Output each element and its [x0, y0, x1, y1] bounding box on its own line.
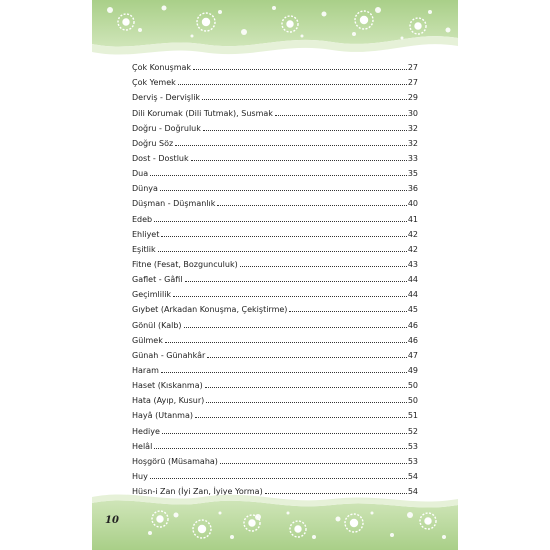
toc-entry-page: 43 [407, 259, 418, 269]
toc-entry-title: Hoşgörü (Müsamaha) [132, 456, 218, 466]
toc-entry-title: Haram [132, 365, 159, 375]
toc-entry [132, 118, 418, 133]
toc-entry-title: Edeb [132, 214, 153, 224]
toc-entry-title: Dost - Dostluk [132, 153, 189, 163]
toc-entry [132, 72, 418, 87]
toc-entry-title: Dua [132, 169, 149, 179]
toc-entry-page: 47 [407, 350, 418, 360]
toc-entry-page: 36 [407, 184, 418, 194]
toc-entry-page: 49 [407, 365, 418, 375]
dot-leader [161, 235, 406, 237]
dot-leader [154, 447, 407, 449]
toc-entry-title: Eşitlik [132, 244, 156, 254]
toc-entry-page: 40 [407, 199, 418, 209]
toc-entry-page: 33 [407, 153, 418, 163]
dot-leader [289, 310, 406, 312]
toc-entry-title: Çok Yemek [132, 78, 176, 88]
dot-leader [207, 356, 407, 358]
dot-leader [162, 432, 407, 434]
toc-entry-page: 50 [407, 396, 418, 406]
toc-entry-page: 51 [407, 411, 418, 421]
toc-entry-page: 27 [407, 78, 418, 88]
toc-entry-title: Gönül (Kalb) [132, 320, 182, 330]
toc-entry-title: Hüsn-i Zan (İyi Zan, İyiye Yorma) [132, 487, 263, 497]
toc-entry-page: 46 [407, 335, 418, 345]
dot-leader [206, 401, 407, 403]
toc-entry [132, 330, 418, 345]
toc-entry [132, 178, 418, 193]
toc-entry [132, 345, 418, 360]
toc-entry-page: 42 [407, 244, 418, 254]
dot-leader [202, 98, 407, 100]
toc-entry-page: 54 [407, 471, 418, 481]
toc-entry [132, 314, 418, 329]
dot-leader [240, 265, 407, 267]
dot-leader [184, 326, 407, 328]
bottom-decorative-band [92, 493, 458, 550]
toc-entry [132, 163, 418, 178]
toc-entry-page: 44 [407, 290, 418, 300]
toc-entry-title: Geçimlilik [132, 290, 172, 300]
toc-entry [132, 451, 418, 466]
book-page [92, 0, 458, 550]
toc-entry [132, 466, 418, 481]
dot-leader [203, 129, 407, 131]
toc-entry-page: 35 [407, 169, 418, 179]
dot-leader [150, 477, 407, 479]
toc-entry-title: Düşman - Düşmanlık [132, 199, 216, 209]
toc-entry-title: Dili Korumak (Dili Tutmak), Susmak [132, 108, 273, 118]
page-number: 10 [105, 515, 119, 526]
toc-entry-title: Gıybet (Arkadan Konuşma, Çekiştirme) [132, 305, 288, 315]
toc-entry-title: Helâl [132, 441, 153, 451]
toc-entry [132, 239, 418, 254]
toc-entry-title: Hayâ (Utanma) [132, 411, 193, 421]
toc-entry [132, 254, 418, 269]
toc-entry-title: Gaflet - Gâfil [132, 275, 183, 285]
toc-entry-page: 44 [407, 275, 418, 285]
toc-entry-page: 29 [407, 93, 418, 103]
toc-entry-title: Hediye [132, 426, 160, 436]
dot-leader [193, 68, 407, 70]
dot-leader [217, 204, 406, 206]
toc-entry-page: 42 [407, 229, 418, 239]
dot-leader [173, 295, 407, 297]
toc-entry [132, 420, 418, 435]
dot-leader [195, 416, 407, 418]
toc-entry-title: Doğru - Doğruluk [132, 123, 201, 133]
toc-entry-page: 54 [407, 487, 418, 497]
toc-entry-title: Fitne (Fesat, Bozgunculuk) [132, 259, 238, 269]
toc-entry [132, 269, 418, 284]
toc-entry [132, 405, 418, 420]
toc-entry-page: 32 [407, 138, 418, 148]
toc-entry [132, 299, 418, 314]
toc-entry-page: 30 [407, 108, 418, 118]
dot-leader [178, 83, 407, 85]
toc-entry [132, 102, 418, 117]
toc-entry [132, 224, 418, 239]
dot-leader [205, 386, 407, 388]
toc-entry-page: 27 [407, 63, 418, 73]
toc-entry-title: Derviş - Dervişlik [132, 93, 201, 103]
toc-entry-title: Gülmek [132, 335, 163, 345]
toc-entry-page: 32 [407, 123, 418, 133]
top-decorative-band [92, 0, 458, 56]
toc-entry [132, 193, 418, 208]
dot-leader [185, 280, 407, 282]
dot-leader [150, 174, 407, 176]
toc-entry-page: 53 [407, 441, 418, 451]
toc-entry-page: 46 [407, 320, 418, 330]
toc-entry [132, 360, 418, 375]
toc-entry-title: Dünya [132, 184, 158, 194]
dot-leader [154, 220, 407, 222]
toc-entry-title: Haset (Kıskanma) [132, 381, 203, 391]
toc-entry-title: Doğru Söz [132, 138, 174, 148]
toc-entry [132, 57, 418, 72]
dot-leader [191, 159, 407, 161]
toc-entry-title: Günah - Günahkâr [132, 350, 206, 360]
toc-entry [132, 148, 418, 163]
toc-entry-title: Huy [132, 471, 148, 481]
toc-entry [132, 87, 418, 102]
dot-leader [160, 189, 407, 191]
dot-leader [175, 144, 407, 146]
toc-entry-page: 41 [407, 214, 418, 224]
toc-entry-title: Hata (Ayıp, Kusur) [132, 396, 205, 406]
dot-leader [165, 341, 407, 343]
toc-entry-page: 50 [407, 381, 418, 391]
toc-entry-page: 53 [407, 456, 418, 466]
table-of-contents [132, 57, 418, 496]
toc-entry [132, 375, 418, 390]
toc-entry-title: Ehliyet [132, 229, 160, 239]
toc-entry-title: Çok Konuşmak [132, 63, 192, 73]
toc-entry [132, 208, 418, 223]
toc-entry [132, 284, 418, 299]
dot-leader [161, 371, 407, 373]
dot-leader [220, 462, 407, 464]
dot-leader [158, 250, 407, 252]
toc-entry [132, 436, 418, 451]
toc-entry [132, 133, 418, 148]
toc-entry-page: 52 [407, 426, 418, 436]
toc-entry-page: 45 [407, 305, 418, 315]
toc-entry [132, 390, 418, 405]
dot-leader [275, 114, 407, 116]
